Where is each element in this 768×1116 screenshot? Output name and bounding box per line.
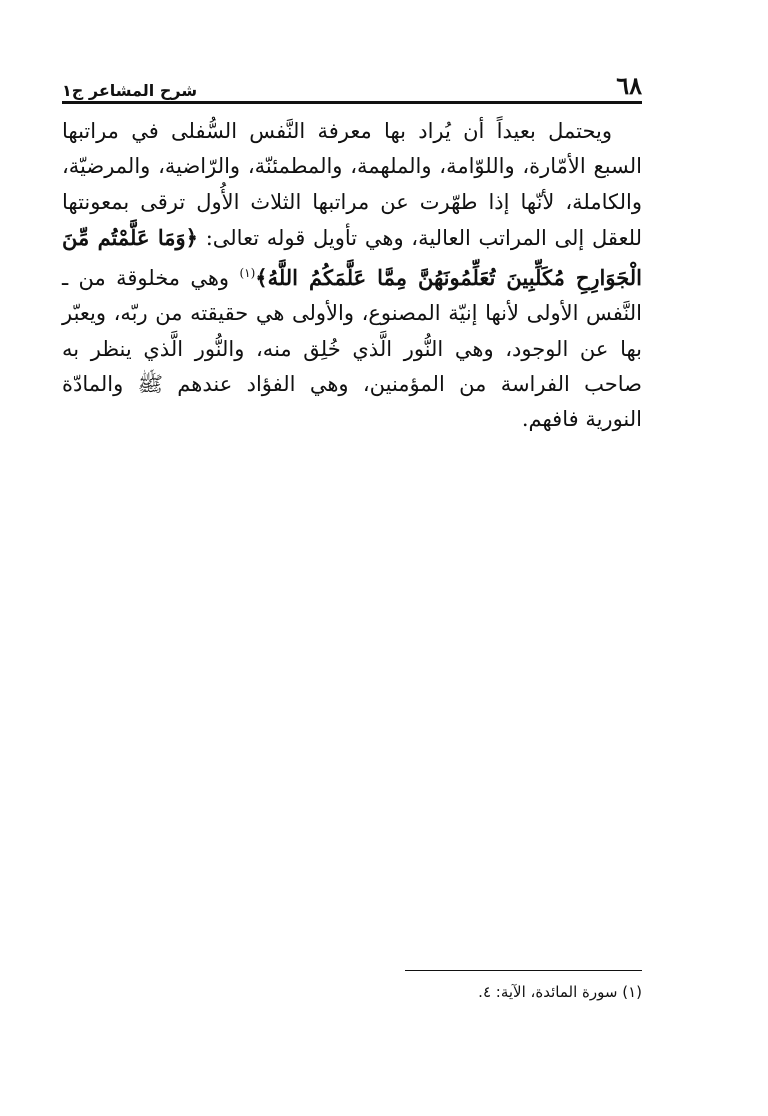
running-title: شرح المشاعر ج١	[62, 81, 198, 100]
footnote-rule	[405, 970, 642, 971]
paragraph	[62, 114, 642, 438]
quran-verse: ﴿وَمَا عَلَّمْتُم مِّنَ الْجَوَارِحِ مُكَلِّبِينَ تُعَلِّمُونَهُنَّ مِمَّا عَلَّمَكُمُ اللَّهُ﴾	[62, 224, 642, 291]
header-rule	[62, 101, 642, 104]
page-number: ٦٨	[616, 71, 642, 100]
body-text-part2: وهي مخلوقة من ـ النَّفس الأولى لأنها إنيّة المصنوع، والأولى هي حقيقته من ربّه، ويعبّر بها عن الوجود، وهي النُّور الَّذي خُلِق منه، والنُّور الَّذي ينظر به صاحب الفراسة من المؤمنين، وهي الفؤاد عندهم ﷺ والمادّة النورية فافهم.	[62, 266, 642, 432]
body-text-part1: ويحتمل بعيداً أن يُراد بها معرفة النَّفس السُّفلى في مراتبها السبع الأمّارة، واللوّامة، والملهمة، والمطمئنّة، والرّاضية، والمرضيّة، والكاملة، لأنّها إذا طهّرت عن مراتبها الثلاث الأُول ترقى بمعونتها للعقل إلى المراتب العالية، وهي تأويل قوله تعالى:	[62, 119, 642, 250]
footnote: (١) سورة المائدة، الآية: ٤.	[478, 983, 642, 1001]
footnote-reference: (١)	[239, 266, 256, 281]
page-header	[62, 58, 642, 100]
main-paragraph	[62, 114, 642, 438]
